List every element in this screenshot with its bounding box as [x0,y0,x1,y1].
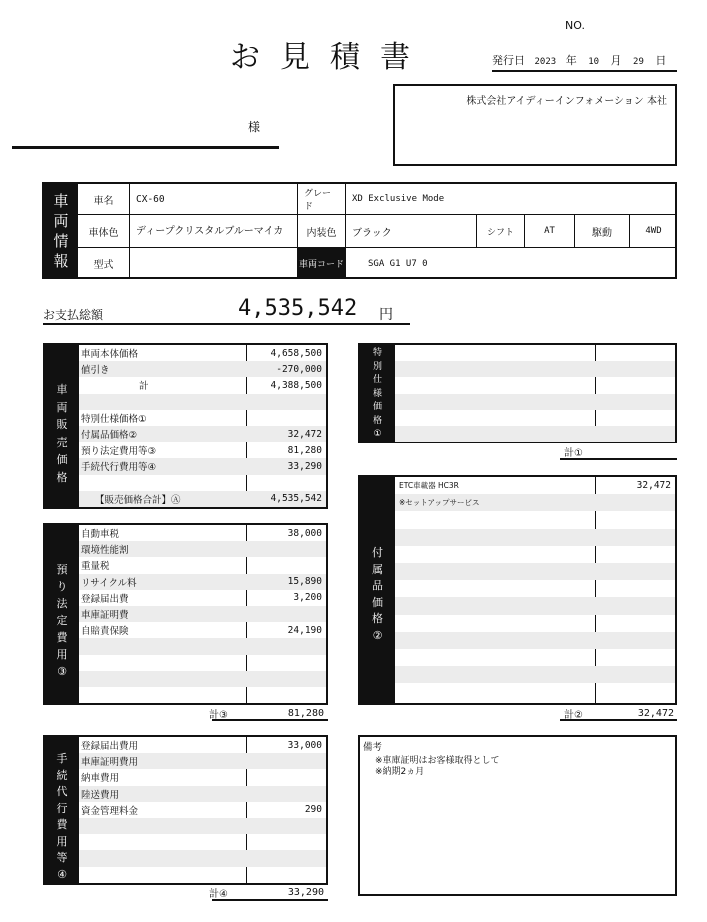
legal-side-char: ③ [57,665,67,678]
procedure-fees-subtotal-label: 計④ [209,889,228,900]
drive-label: 駆動 [575,215,630,248]
legal-row-label: リサイクル料 [81,577,137,589]
legal-row [79,622,326,638]
special-row [395,426,675,442]
sales-row-value: 4,535,542 [270,493,322,505]
accessory-side-char: 付 [372,546,383,559]
year-unit: 年 [565,54,577,67]
special-side-char: 格 [372,415,382,426]
page-title: お見積書 [230,40,430,75]
accessory-row [395,529,675,546]
sales-row-value: 4,658,500 [270,347,322,359]
total-unit: 円 [379,307,393,323]
shift-label: シフト [477,215,525,248]
legal-row [79,557,326,573]
sales-row [79,426,326,442]
legal-row [79,574,326,590]
document-number-label: NO. [565,19,585,32]
accessory-subtotal-label: 計② [564,710,583,721]
body-color: ディープクリスタルブルーマイカ [130,215,298,248]
interior-color: ブラック [346,215,477,248]
sales-row-label: 【販売価格合計】Ⓐ [95,494,181,506]
legal-row-label: 自賠責保険 [81,626,129,638]
accessory-side-char: 品 [372,579,383,592]
sales-row-label: 車両本体価格 [81,349,139,361]
accessory-row [395,649,675,666]
sales-row-label: 計 [139,381,149,393]
legal-fees-side-label [45,525,79,703]
sales-side-char: 売 [56,435,68,449]
legal-row [79,638,326,654]
procedure-side-char: 費 [56,818,68,831]
special-spec-subtotal-label: 計① [564,448,583,459]
procedure-row [79,802,326,818]
special-side-char: 仕 [372,375,382,385]
sales-row [79,361,326,377]
special-row [395,361,675,377]
accessory-row [395,511,675,528]
procedure-fees-section [43,735,328,885]
legal-side-char: 用 [56,648,68,661]
procedure-side-char: 代 [56,785,68,798]
interior-label: 内装色 [298,215,346,248]
legal-row-value: 3,200 [293,592,322,604]
special-side-char: ① [373,429,382,439]
legal-row-label: 重量税 [81,561,110,573]
legal-row [79,687,326,703]
special-spec-section [358,343,677,443]
vehicle-name-label: 車名 [78,184,130,215]
procedure-side-char: 用 [56,834,68,848]
legal-row-value: 24,190 [287,624,322,636]
model-label: 型式 [78,248,130,279]
special-spec-subtotal-line [560,458,677,460]
sales-row [79,345,326,361]
remarks-label: 備考 [363,742,383,753]
accessory-row [395,666,675,683]
issuer-name: 株式会社アイディーインフォメーション 本社 [466,96,667,107]
legal-row-label: 登録届出費 [81,593,129,605]
accessory-row [395,546,675,563]
accessory-side-label [360,477,395,703]
procedure-side-char: 手 [56,752,68,765]
vehicle-side-char: 情 [53,232,69,250]
model [130,248,298,279]
legal-row [79,671,326,687]
accessory-row [395,563,675,580]
accessory-section [358,475,677,705]
procedure-fees-side-label [45,737,79,883]
sales-row-value: 4,388,500 [270,379,322,391]
sales-price-section [43,343,328,509]
issue-year: 2023 [534,57,557,67]
procedure-fees-subtotal: 33,290 [287,887,324,898]
sales-row-label: 付属品価格② [81,430,138,442]
legal-fees-subtotal: 81,280 [287,708,324,719]
legal-side-char: 法 [56,597,68,610]
accessory-side-char: 格 [372,612,383,625]
sales-row [79,458,326,474]
special-side-char: 価 [372,402,382,412]
accessory-row [395,615,675,632]
sales-row [79,491,326,507]
procedure-row [79,818,326,834]
total-label: お支払総額 [43,308,104,322]
day-unit: 日 [655,54,667,67]
procedure-row-label: 陸送費用 [81,789,120,801]
procedure-side-char: 等 [56,851,68,864]
legal-row-label: 車庫証明費 [81,610,129,622]
sales-row [79,377,326,393]
sales-row-label: 手続代行費用等④ [81,462,157,474]
legal-side-char: 定 [56,614,68,627]
legal-fees-subtotal-line [212,719,328,721]
body-color-label: 車体色 [78,215,130,248]
accessory-subtotal: 32,472 [637,708,674,719]
vehicle-info-table [42,182,677,279]
vehicle-code-label: 車両コード [298,248,346,279]
sales-side-char: 格 [56,470,68,484]
vehicle-side-char: 両 [53,212,69,230]
vehicle-side-char: 車 [53,192,69,210]
accessory-row [395,632,675,649]
sales-row-label: 特別仕様価格① [81,413,147,425]
special-row [395,345,675,361]
sales-price-side-label [45,345,79,507]
special-side-char: 別 [372,361,382,372]
issue-date [492,52,677,72]
sales-row-value: 81,280 [287,444,322,456]
legal-row-label: 自動車税 [81,529,120,541]
customer-name-line [12,146,279,149]
special-row [395,394,675,410]
sales-row-value: -270,000 [276,363,322,375]
accessory-row [395,597,675,614]
legal-fees-subtotal-label: 計③ [209,710,228,721]
legal-row-label: 環境性能割 [81,545,129,557]
accessory-row [395,683,675,700]
procedure-side-char: 続 [56,768,68,782]
special-side-char: 特 [372,348,382,358]
legal-fees-section [43,523,328,705]
sales-side-char: 販 [56,418,68,431]
procedure-row-label: 納車費用 [81,773,120,785]
accessory-row-label: ※セットアップサービス [399,498,480,508]
procedure-side-char: 行 [56,801,68,815]
legal-side-char: 費 [56,631,68,644]
sales-row-value: 32,472 [287,428,322,440]
procedure-row [79,834,326,850]
procedure-row [79,769,326,785]
sales-row-value: 33,290 [287,460,322,472]
grade: XD Exclusive Mode [346,184,677,215]
legal-row-value: 15,890 [287,576,322,588]
procedure-row [79,867,326,883]
special-row [395,410,675,426]
special-spec-side-label [360,345,395,441]
accessory-side-char: ② [372,628,383,642]
remarks-line: ※納期2ヵ月 [375,767,425,777]
procedure-row [79,753,326,769]
procedure-fees-subtotal-line [212,899,328,901]
sales-row [79,394,326,410]
accessory-row [395,477,675,494]
issue-date-label: 発行日 [492,54,525,67]
accessory-side-char: 価 [372,595,383,609]
legal-row [79,606,326,622]
legal-row [79,655,326,671]
procedure-row [79,850,326,866]
legal-row [79,541,326,557]
sales-row [79,410,326,426]
vehicle-code: SGA G1 U7 0 [368,258,428,269]
customer-suffix: 様 [248,120,261,134]
grade-label: グレード [298,184,346,215]
procedure-row-label: 資金管理料金 [81,805,139,817]
remarks-box [358,735,677,896]
sales-side-char: 車 [56,383,68,396]
accessory-row [395,494,675,511]
remarks-line: ※車庫証明はお客様取得として [375,756,500,766]
sales-row [79,475,326,491]
procedure-row [79,786,326,802]
sales-row [79,442,326,458]
special-side-char: 様 [372,388,382,399]
shift: AT [525,215,575,248]
total-underline [43,323,410,325]
vehicle-name: CX-60 [130,184,298,215]
total-value: 4,535,542 [238,296,358,321]
accessory-side-char: 属 [372,562,383,576]
procedure-row-label: 登録届出費用 [81,741,139,753]
procedure-row [79,737,326,753]
issuer-box [393,84,677,166]
legal-side-char: 預 [56,563,68,576]
drive: 4WD [630,215,677,248]
vehicle-side-char: 報 [53,252,69,270]
sales-side-char: 価 [56,453,68,466]
special-row [395,377,675,393]
procedure-row-value: 33,000 [287,739,322,751]
procedure-row-label: 車庫証明費用 [81,757,139,769]
sales-row-label: 値引き [81,365,110,377]
accessory-row-value: 32,472 [636,480,671,492]
legal-row [79,525,326,541]
accessory-row-label: ETC車載器 HC3R [399,481,459,491]
issue-month: 10 [588,57,600,67]
procedure-row-value: 290 [304,804,322,816]
issue-day: 29 [633,57,644,67]
legal-side-char: り [56,580,68,593]
month-unit: 月 [610,54,622,67]
legal-row-value: 38,000 [287,527,322,539]
sales-row-label: 預り法定費用等③ [81,446,157,458]
accessory-row [395,580,675,597]
sales-side-char: 両 [56,400,68,414]
procedure-side-char: ④ [57,867,67,881]
vehicle-info-side-label [44,184,78,277]
accessory-subtotal-line [560,719,677,721]
legal-row [79,590,326,606]
